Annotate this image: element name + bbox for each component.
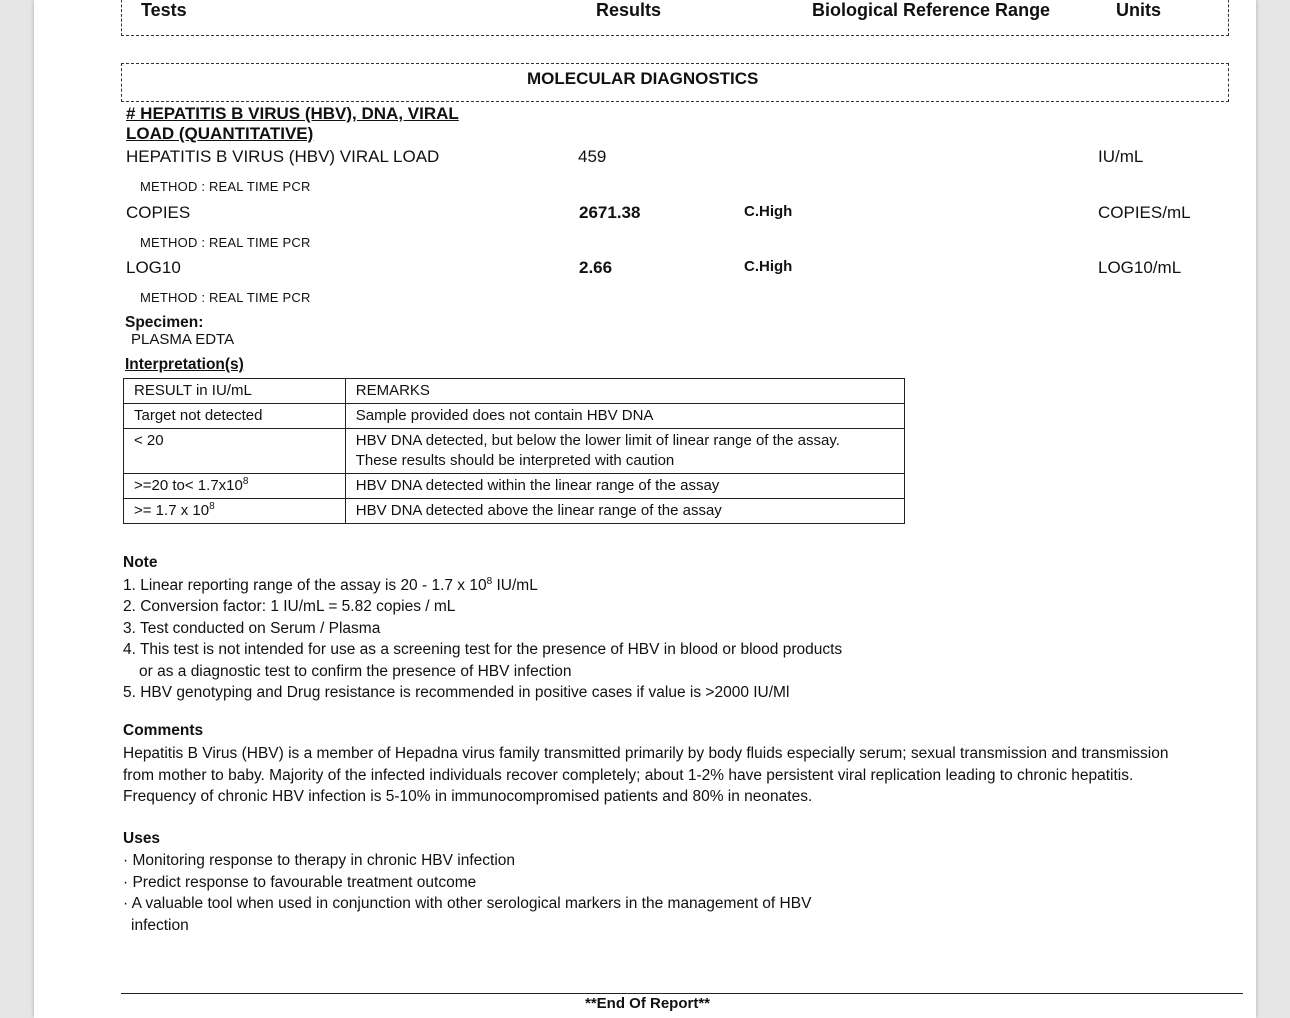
result-unit: LOG10/mL xyxy=(1098,258,1182,277)
result-value: 2671.38 xyxy=(579,203,641,222)
report-page xyxy=(34,0,1256,1018)
table-row xyxy=(124,474,905,499)
table-cell: Target not detected xyxy=(124,404,346,429)
table-cell xyxy=(124,499,346,524)
table-cell: Sample provided does not contain HBV DNA xyxy=(345,404,904,429)
table-row xyxy=(124,379,905,404)
table-cell: < 20 xyxy=(124,429,346,474)
superscript: 8 xyxy=(242,476,249,487)
specimen-label: Specimen: xyxy=(125,314,204,331)
column-header-box xyxy=(121,0,1229,36)
test-title-line2: LOAD (QUANTITATIVE) xyxy=(126,124,314,143)
note-item: 3. Test conducted on Serum / Plasma xyxy=(123,620,381,637)
result-flag: C.High xyxy=(744,258,793,275)
table-row xyxy=(124,429,905,474)
test-title-line1: # HEPATITIS B VIRUS (HBV), DNA, VIRAL xyxy=(126,104,459,123)
comments-line: from mother to baby. Majority of the infected individuals recover completely; about 1-2% have persistent viral replication leading to chronic hepatitis. xyxy=(123,767,1134,784)
result-name: HEPATITIS B VIRUS (HBV) VIRAL LOAD xyxy=(126,147,440,166)
table-cell: HBV DNA detected within the linear range of the assay xyxy=(345,474,904,499)
note-item: 4. This test is not intended for use as a screening test for the presence of HBV in blood or blood products xyxy=(123,641,843,658)
result-flag: C.High xyxy=(744,203,793,220)
result-range-text: >= 1.7 x 10 xyxy=(134,502,210,519)
table-header-cell: REMARKS xyxy=(345,379,904,404)
specimen-value: PLASMA EDTA xyxy=(131,331,235,348)
result-range-text: >=20 to< 1.7x10 xyxy=(134,477,243,494)
table-cell: HBV DNA detected above the linear range of the assay xyxy=(345,499,904,524)
results-header: Results xyxy=(596,0,662,20)
uses-item: · Predict response to favourable treatment outcome xyxy=(123,874,477,891)
result-method: METHOD : REAL TIME PCR xyxy=(140,179,311,194)
interpretation-table xyxy=(123,378,905,524)
table-header-cell: RESULT in IU/mL xyxy=(124,379,346,404)
result-name: LOG10 xyxy=(126,258,181,277)
interpretation-title: Interpretation(s) xyxy=(125,356,244,373)
note-text: 1. Linear reporting range of the assay is 20 - 1.7 x 10 xyxy=(123,577,487,594)
units-header: Units xyxy=(1116,0,1161,20)
note-item-continuation: or as a diagnostic test to confirm the presence of HBV infection xyxy=(139,663,572,680)
department-title: MOLECULAR DIAGNOSTICS xyxy=(527,69,759,88)
result-name: COPIES xyxy=(126,203,191,222)
uses-item-continuation: infection xyxy=(131,917,189,934)
footer-rule xyxy=(121,993,1243,994)
note-text: IU/mL xyxy=(492,577,538,594)
tests-header: Tests xyxy=(141,0,187,20)
comments-title: Comments xyxy=(123,722,204,739)
end-of-report: **End Of Report** xyxy=(585,995,711,1012)
result-value: 459 xyxy=(578,147,607,166)
superscript: 8 xyxy=(486,575,493,587)
result-unit: IU/mL xyxy=(1098,147,1144,166)
result-value: 2.66 xyxy=(579,258,613,277)
reference-range-header: Biological Reference Range xyxy=(812,0,1051,20)
uses-item: · Monitoring response to therapy in chronic HBV infection xyxy=(123,852,516,869)
table-row xyxy=(124,499,905,524)
note-item: 5. HBV genotyping and Drug resistance is recommended in positive cases if value is >2000 IU/Ml xyxy=(123,684,790,701)
note-item xyxy=(123,575,538,597)
remark-line: HBV DNA detected, but below the lower limit of linear range of the assay. xyxy=(355,432,840,449)
uses-item: · A valuable tool when used in conjunction with other serological markers in the management of HBV xyxy=(123,895,812,912)
superscript: 8 xyxy=(209,501,215,512)
result-unit: COPIES/mL xyxy=(1098,203,1191,222)
note-item: 2. Conversion factor: 1 IU/mL = 5.82 copies / mL xyxy=(123,598,456,615)
table-cell xyxy=(124,474,346,499)
comments-line: Hepatitis B Virus (HBV) is a member of Hepadna virus family transmitted primarily by body fluids especially serum; sexual transmission and transmission xyxy=(123,745,1169,762)
result-method: METHOD : REAL TIME PCR xyxy=(140,290,311,305)
result-method: METHOD : REAL TIME PCR xyxy=(140,235,311,250)
comments-line: Frequency of chronic HBV infection is 5-10% in immunocompromised patients and 80% in neonates. xyxy=(123,788,813,805)
table-cell xyxy=(345,429,904,474)
table-row xyxy=(124,404,905,429)
remark-line: These results should be interpreted with caution xyxy=(355,452,675,469)
uses-title: Uses xyxy=(123,830,161,847)
note-title: Note xyxy=(123,554,158,571)
